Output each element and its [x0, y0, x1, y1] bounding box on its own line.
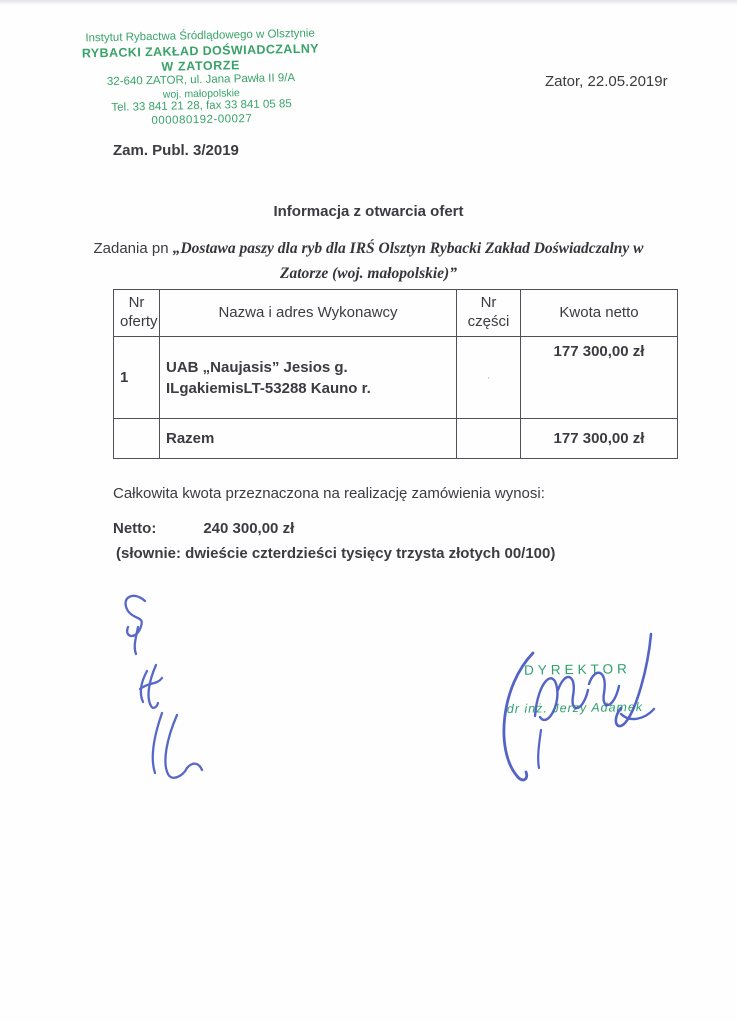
cell-empty: [114, 419, 160, 459]
subject-prefix: Zadania pn: [93, 240, 173, 257]
table-row: [114, 337, 678, 419]
director-stamp-title: DYREKTOR: [524, 661, 631, 678]
stamp-line-address: 32-640 ZATOR, ul. Jana Pawła II 9/A: [106, 71, 296, 88]
stamp-line-city: W ZATORZE: [161, 57, 241, 74]
header-part-number: Nr części: [457, 290, 521, 337]
cell-net-amount: 177 300,00 zł: [521, 337, 678, 419]
netto-value: 240 300,00 zł: [203, 520, 295, 537]
cell-total-label: Razem: [160, 419, 457, 459]
stamp-line-voivodeship: woj. małopolskie: [162, 86, 240, 101]
document-title: Informacja z otwarcia ofert: [273, 203, 464, 220]
document-date: Zator, 22.05.2019r: [545, 73, 668, 90]
netto-label: Netto:: [113, 520, 157, 537]
netto-line: [113, 520, 294, 537]
handwritten-margin-initials: [105, 585, 235, 790]
cell-total-amount: 177 300,00 zł: [521, 419, 678, 459]
cell-empty: [457, 419, 521, 459]
header-net-amount: Kwota netto: [521, 290, 678, 337]
cell-offer-number: 1: [114, 337, 160, 419]
case-number: Zam. Publ. 3/2019: [113, 142, 239, 159]
subject-quote: „Dostawa paszy dla ryb dla IRŚ Olsztyn Rybacki Zakład Doświadczalny w Zatorze (woj. małopolskie)”: [172, 240, 644, 282]
director-stamp-name: dr inż. Jerzy Adamek: [506, 700, 644, 716]
stamp-line-unit: RYBACKI ZAKŁAD DOŚWIADCZALNY: [81, 41, 320, 61]
institution-stamp: [71, 27, 331, 130]
scan-edge-artifact: [0, 0, 737, 5]
cell-part-number: ·: [457, 337, 521, 419]
signature-block: [455, 618, 695, 793]
offers-table: [113, 289, 678, 459]
amount-in-words: (słownie: dwieście czterdzieści tysięcy trzysta złotych 00/100): [116, 545, 556, 562]
stamp-line-regon: 000080192-00027: [151, 112, 253, 128]
total-budget-sentence: Całkowita kwota przeznaczona na realizację zamówienia wynosi:: [113, 485, 545, 502]
subject-line: [81, 236, 656, 286]
stamp-line-institute: Instytut Rybactwa Śródlądowego w Olsztynie: [85, 27, 315, 45]
cell-contractor-name: UAB „Naujasis” Jesios g. ILgakiemisLT-53288 Kauno r.: [160, 337, 457, 419]
ink-signature: [455, 618, 695, 793]
table-header-row: [114, 290, 678, 337]
stamp-line-phone: Tel. 33 841 21 28, fax 33 841 05 85: [111, 98, 292, 115]
table-total-row: [114, 419, 678, 459]
header-contractor: Nazwa i adres Wykonawcy: [160, 290, 457, 337]
header-offer-number: Nr oferty: [114, 290, 160, 337]
